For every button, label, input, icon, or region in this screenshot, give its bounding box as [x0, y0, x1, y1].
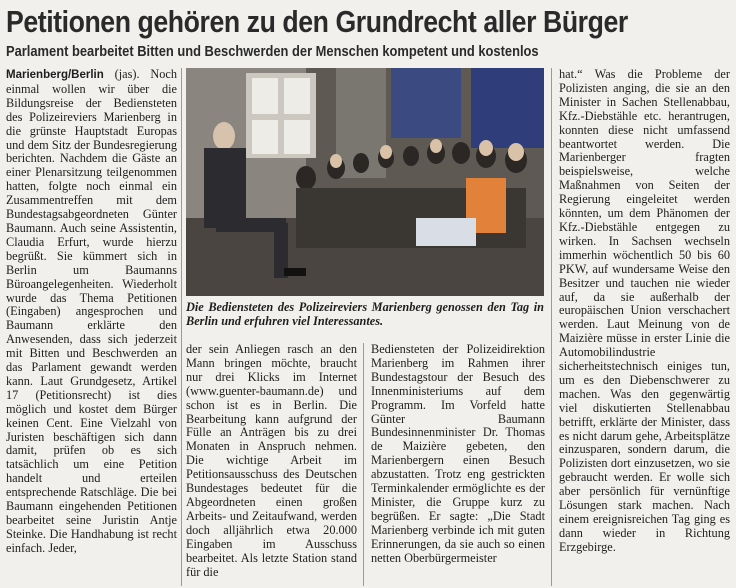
- article-column-4: hat.“ Was die Probleme der Polizisten anging, die sie an den Minister in Sachen Stellenabbau, Kfz.-Diebstähle etc. herantrugen, konnten diese nicht umfassend beantwortet werden. Die Marienberger fragten beispielsweise, welche Maßnahmen von Seiten der Regierung eingeleitet werden könnten, um dem Phänomen der Kfz.-Diebstähle entgegen zu wirken. In Sachsen wechseln immerhin wöchentlich 50 bis 60 PKW, auf wundersame Weise den Besitzer und tauchen nie wieder auf, da sie außerhalb der europäischen Union verschachert werden. Laut Meinung von de Maizière müsse in erster Linie die Automobilindustrie sicherheitstechnisch einiges tun, um es den Diebenschwerer zu machen. Was den gegenwärtig viel diskutierten Stellenabbau betrifft, erklärte der Minister, dass es nicht darum gehe, Arbeitsplätze einzusparen, sondern darum, die Polizisten dort einzusetzen, wo sie gebraucht werden. Er wolle sich aber persönlich für vernünftige Lösungen stark machen. Nach einem ereignisreichen Tag ging es dann wieder in Richtung Erzgebirge.: [559, 68, 730, 554]
- column-divider: [551, 68, 552, 586]
- article-column-2: der sein Anliegen rasch an den Mann bringen möchte, braucht nur drei Klicks im Internet (www.guenter-baumann.de) und schon ist es in Berlin. Die Bearbeitung kann aufgrund der Fülle an Anträgen bis zu drei Monaten in Anspruch nehmen. Die wichtige Arbeit im Petitionsausschuss des Deutschen Bundestages bedeutet für die Abgeordneten einen großen Arbeits- und Zeitaufwand, werden doch alljährlich etwa 20.000 Eingaben im Ausschuss bearbeitet. Als letzte Station stand für die: [186, 343, 357, 579]
- dateline: Marienberg/Berlin: [6, 69, 104, 81]
- article-column-1: [6, 68, 177, 586]
- author-tag: (jas).: [114, 68, 140, 81]
- column-1-text: Noch einmal wollen wir über die Bildungsreise der Bediensteten des Polizeireviers Marienberg in die grünste Hauptstadt Europas und dem Sitz der Bundesregierung berichten. Nachdem die Gäste an einer Plenarsitzung teilgenommen hatten, folgte noch einmal ein Zusammentreffen mit dem Bundestagsabgeordneten Günter Baumann. Auch seine Assistentin, Claudia Erfurt, wurde hierzu begrüßt. Sie kümmert sich in Berlin um Baumanns Büroangelegenheiten. Wiederholt wurde das Thema Petitionen (Eingaben) angesprochen und Baumann erklärte den Anwesenden, dass sich jederzeit mit Bitten und Beschwerden an das Parlament gewandt werden kann. Laut Grundgesetz, Artikel 17 (Petitionsrecht) ist dies möglich und kostet dem Bürger keinen Cent. Eine Vielzahl von Juristen beschäftigen sich dann damit, prüfen ob es sich tatsächlich um eine Petition handelt und erteilen entsprechende Ratschläge. Die bei Baumann eingehenden Petitionen bearbeitet seine Juristin Antje Steinke. Die Handhabung ist recht einfach. Jeder,: [6, 68, 177, 555]
- headline: Petitionen gehören zu den Grundrecht aller Bürger: [6, 4, 628, 39]
- article-photo: [186, 68, 544, 296]
- article-column-3: Bediensteten der Polizeidirektion Marienberg im Rahmen ihrer Bundestagstour der Besuch des Innenministeriums auf dem Programm. Im Vorfeld hatte Günter Baumann Bundesinnenminister Dr. Thomas de Maizière gebeten, den Marienbergern einen Besuch abzustatten. Trotz eng gestrickten Terminkalender ermöglichte es der Minister, die Gruppe kurz zu begrüßen. Er sagte: „Die Stadt Marienberg verbinde ich mit guten Erinnerungen, da sie auch so einen netten Oberbürgermeister: [371, 343, 545, 565]
- photo-caption: Die Bediensteten des Polizeireviers Marienberg genossen den Tag in Berlin und erfuhren viel Interessantes.: [186, 300, 544, 328]
- subheadline: Parlament bearbeitet Bitten und Beschwerden der Menschen kompetent und kostenlos: [6, 43, 539, 60]
- column-divider: [181, 68, 182, 586]
- column-divider: [363, 343, 364, 586]
- group-photo-illustration: [186, 68, 544, 296]
